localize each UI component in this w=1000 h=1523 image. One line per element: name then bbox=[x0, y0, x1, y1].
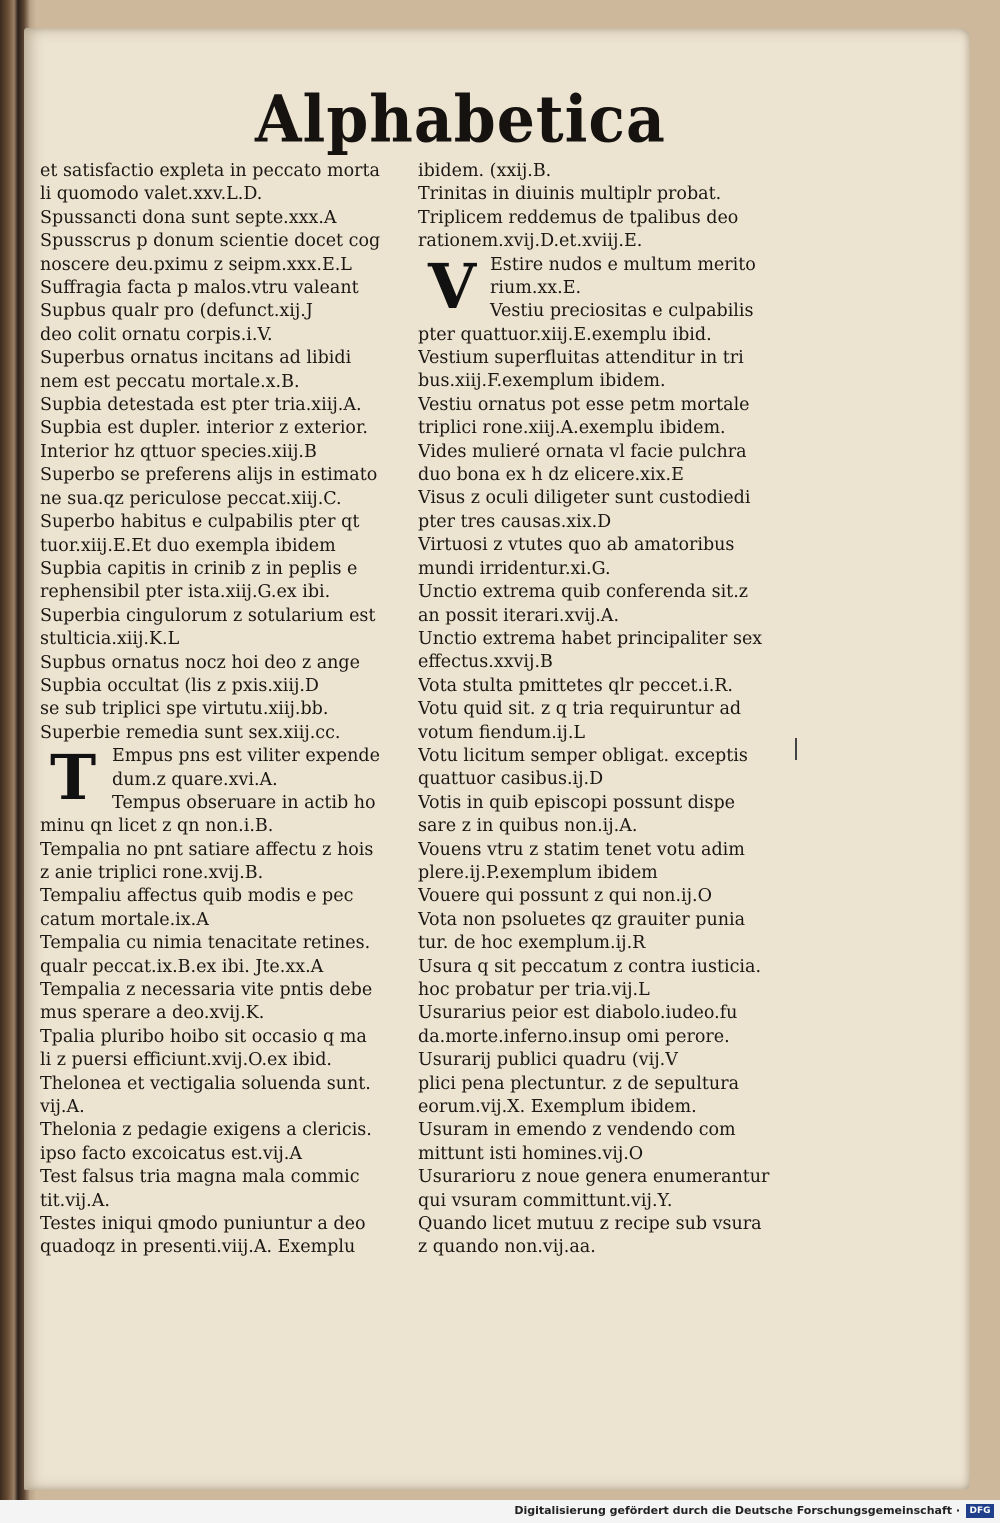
index-entry: Tempalia no pnt satiare affectu z hois bbox=[40, 839, 374, 860]
index-entry: rationem.xvij.D.et.xviij.E. bbox=[418, 231, 643, 252]
index-entry: quadoqz in presenti.viij.A. Exemplu bbox=[40, 1237, 356, 1258]
decorated-initial: V bbox=[428, 249, 477, 323]
index-entry: Thelonia z pedagie exigens a clericis. bbox=[40, 1120, 372, 1141]
index-entry: Estire nudos e multum merito bbox=[490, 254, 756, 275]
index-entry: noscere deu.pximu z seipm.xxx.E.L bbox=[40, 254, 352, 275]
left-initial-block bbox=[40, 741, 415, 815]
index-entry: nem est peccatu mortale.x.B. bbox=[40, 371, 300, 392]
index-entry: tit.vij.A. bbox=[40, 1190, 110, 1211]
index-entry: Supbus qualr pro (defunct.xij.J bbox=[40, 301, 313, 322]
index-entry: Supbia capitis in crinib z in peplis e bbox=[40, 558, 358, 579]
decorated-initial: T bbox=[50, 741, 97, 815]
index-entry: z anie triplici rone.xvij.B. bbox=[40, 862, 264, 883]
index-entry: Vota stulta pmittetes qlr peccet.i.R. bbox=[418, 675, 733, 696]
index-entry: tur. de hoc exemplum.ij.R bbox=[418, 933, 646, 954]
funding-note: Digitalisierung gefördert durch die Deutsche Forschungsgemeinschaft · bbox=[514, 1504, 960, 1517]
index-entry: Tempalia z necessaria vite pntis debe bbox=[40, 980, 373, 1000]
index-entry: pter tres causas.xix.D bbox=[418, 511, 612, 532]
index-entry: Thelonea et vectigalia soluenda sunt. bbox=[40, 1073, 371, 1094]
index-entry: deo colit ornatu corpis.i.V. bbox=[40, 324, 273, 345]
index-entry: Usurarioru z noue genera enumerantur bbox=[418, 1167, 770, 1188]
index-entry: Vestium superfluitas attenditur in tri bbox=[418, 348, 744, 369]
index-entry: Superbo se preferens alijs in estimato bbox=[40, 465, 378, 486]
index-entry: rium.xx.E. bbox=[490, 278, 582, 299]
index-entry: li z puersi efficiunt.xvij.O.ex ibid. bbox=[40, 1050, 332, 1071]
index-entry: triplici rone.xiij.A.exemplu ibidem. bbox=[418, 418, 726, 439]
index-entry: ne sua.qz periculose peccat.xiij.C. bbox=[40, 488, 342, 509]
index-entry: Usurarius peior est diabolo.iudeo.fu bbox=[418, 1003, 738, 1024]
index-entry: hoc probatur per tria.vij.L bbox=[418, 980, 650, 1000]
index-entry: catum mortale.ix.A bbox=[40, 909, 209, 930]
index-entry: Superbus ornatus incitans ad libidi bbox=[40, 348, 352, 369]
margin-mark bbox=[795, 738, 797, 760]
index-entry: Supbia est dupler. interior z exterior. bbox=[40, 418, 368, 439]
index-entry: mus sperare a deo.xvij.K. bbox=[40, 1003, 265, 1024]
right-initial-block bbox=[418, 249, 790, 324]
index-entry: plici pena plectuntur. z de sepultura bbox=[418, 1073, 739, 1094]
index-entry: dum.z quare.xvi.A. bbox=[112, 769, 278, 790]
index-entry: Votu quid sit. z q tria requiruntur ad bbox=[418, 699, 742, 720]
index-entry: rephensibil pter ista.xiij.G.ex ibi. bbox=[40, 582, 331, 603]
index-entry: Votu licitum semper obligat. exceptis bbox=[418, 745, 748, 766]
index-entry: Unctio extrema quib conferenda sit.z bbox=[418, 582, 748, 603]
index-entry: Triplicem reddemus de tpalibus deo bbox=[418, 207, 739, 228]
index-entry: ibidem. (xxij.B. bbox=[418, 161, 552, 181]
index-entry: qualr peccat.ix.B.ex ibi. Jte.xx.A bbox=[40, 956, 324, 977]
index-entry: stulticia.xiij.K.L bbox=[40, 629, 180, 650]
index-entry: mundi irridentur.xi.G. bbox=[418, 558, 611, 579]
index-entry: bus.xiij.F.exemplum ibidem. bbox=[418, 371, 666, 392]
index-entry: plere.ij.P.exemplum ibidem bbox=[418, 862, 658, 883]
index-entry: Usurarij publici quadru (vij.V bbox=[418, 1050, 678, 1071]
index-entry: Unctio extrema habet principaliter sex bbox=[418, 628, 763, 649]
index-entry: Testes iniqui qmodo puniuntur a deo bbox=[40, 1214, 366, 1235]
index-entry: Tpalia pluribo hoibo sit occasio q ma bbox=[40, 1026, 367, 1047]
index-entry: Vouens vtru z statim tenet votu adim bbox=[418, 839, 745, 860]
index-entry: Superbia cingulorum z sotularium est bbox=[40, 605, 376, 626]
index-entry: da.morte.inferno.insup omi perore. bbox=[418, 1026, 730, 1047]
index-entry: quattuor casibus.ij.D bbox=[418, 769, 604, 790]
index-entry: Tempaliu affectus quib modis e pec bbox=[40, 886, 354, 907]
index-entry: Superbo habitus e culpabilis pter qt bbox=[40, 512, 360, 533]
index-entry: Virtuosi z vtutes quo ab amatoribus bbox=[418, 535, 735, 556]
index-entry: eorum.vij.X. Exemplum ibidem. bbox=[418, 1097, 697, 1118]
index-entry: et satisfactio expleta in peccato morta bbox=[40, 161, 380, 181]
initial-lines bbox=[40, 741, 415, 815]
index-entry: Superbie remedia sunt sex.xiij.cc. bbox=[40, 722, 341, 743]
right-entries bbox=[418, 160, 790, 254]
index-entry: votum fiendum.ij.L bbox=[418, 722, 586, 743]
left-entries-after bbox=[40, 815, 415, 1260]
left-column bbox=[40, 160, 415, 1260]
index-entry: se sub triplici spe virtutu.xiij.bb. bbox=[40, 699, 329, 720]
index-entry: Usuram in emendo z vendendo com bbox=[418, 1120, 736, 1141]
index-entry: qui vsuram committunt.vij.Y. bbox=[418, 1190, 673, 1211]
index-entry: Votis in quib episcopi possunt dispe bbox=[418, 792, 736, 813]
index-entry: an possit iterari.xvij.A. bbox=[418, 605, 620, 626]
left-entries bbox=[40, 160, 415, 745]
index-entry: Supbus ornatus nocz hoi deo z ange bbox=[40, 652, 360, 673]
index-entry: Supbia occultat (lis z pxis.xiij.D bbox=[40, 675, 319, 696]
index-entry: Test falsus tria magna mala commic bbox=[40, 1167, 360, 1188]
dfg-logo: DFG bbox=[966, 1504, 994, 1518]
index-entry: Visus z oculi diligeter sunt custodiedi bbox=[418, 488, 751, 509]
index-entry: pter quattuor.xiij.E.exemplu ibid. bbox=[418, 324, 712, 345]
index-entry: Empus pns est viliter expende bbox=[112, 746, 380, 767]
index-entry: tuor.xiij.E.Et duo exempla ibidem bbox=[40, 535, 336, 556]
index-entry: Vestiu preciositas e culpabilis bbox=[490, 301, 754, 322]
right-column bbox=[418, 160, 790, 1260]
index-entry: Supbia detestada est pter tria.xiij.A. bbox=[40, 395, 362, 416]
index-entry: Trinitas in diuinis multiplr probat. bbox=[418, 184, 722, 205]
index-entry: minu qn licet z qn non.i.B. bbox=[40, 816, 274, 837]
index-entry: Vota non psoluetes qz grauiter punia bbox=[418, 909, 746, 930]
index-entry: Tempus obseruare in actib ho bbox=[112, 792, 376, 813]
index-entry: z quando non.vij.aa. bbox=[418, 1237, 596, 1258]
index-entry: Spusscrus p donum scientie docet cog bbox=[40, 231, 381, 252]
index-entry: Interior hz qttuor species.xiij.B bbox=[40, 441, 317, 462]
index-entry: Spussancti dona sunt septe.xxx.A bbox=[40, 207, 337, 228]
index-entry: Vestiu ornatus pot esse petm mortale bbox=[418, 394, 750, 415]
index-entry: ipso facto excoicatus est.vij.A bbox=[40, 1143, 303, 1164]
index-entry: sare z in quibus non.ij.A. bbox=[418, 816, 638, 837]
index-entry: Suffragia facta p malos.vtru valeant bbox=[40, 278, 359, 299]
index-entry: Vouere qui possunt z qui non.ij.O bbox=[418, 886, 712, 907]
page-heading: Alphabetica bbox=[255, 82, 666, 158]
index-entry: Tempalia cu nimia tenacitate retines. bbox=[40, 933, 371, 954]
index-entry: li quomodo valet.xxv.L.D. bbox=[40, 184, 263, 205]
index-entry: Quando licet mutuu z recipe sub vsura bbox=[418, 1214, 762, 1235]
index-entry: Usura q sit peccatum z contra iusticia. bbox=[418, 956, 762, 977]
index-entry: Vides mulieré ornata vl facie pulchra bbox=[418, 441, 747, 462]
footer-bar bbox=[0, 1500, 1000, 1523]
index-entry: effectus.xxvij.B bbox=[418, 652, 553, 673]
index-entry: mittunt isti homines.vij.O bbox=[418, 1143, 644, 1164]
right-entries-after bbox=[418, 324, 790, 1260]
index-entry: vij.A. bbox=[40, 1097, 85, 1118]
index-entry: duo bona ex h dz elicere.xix.E bbox=[418, 465, 684, 486]
